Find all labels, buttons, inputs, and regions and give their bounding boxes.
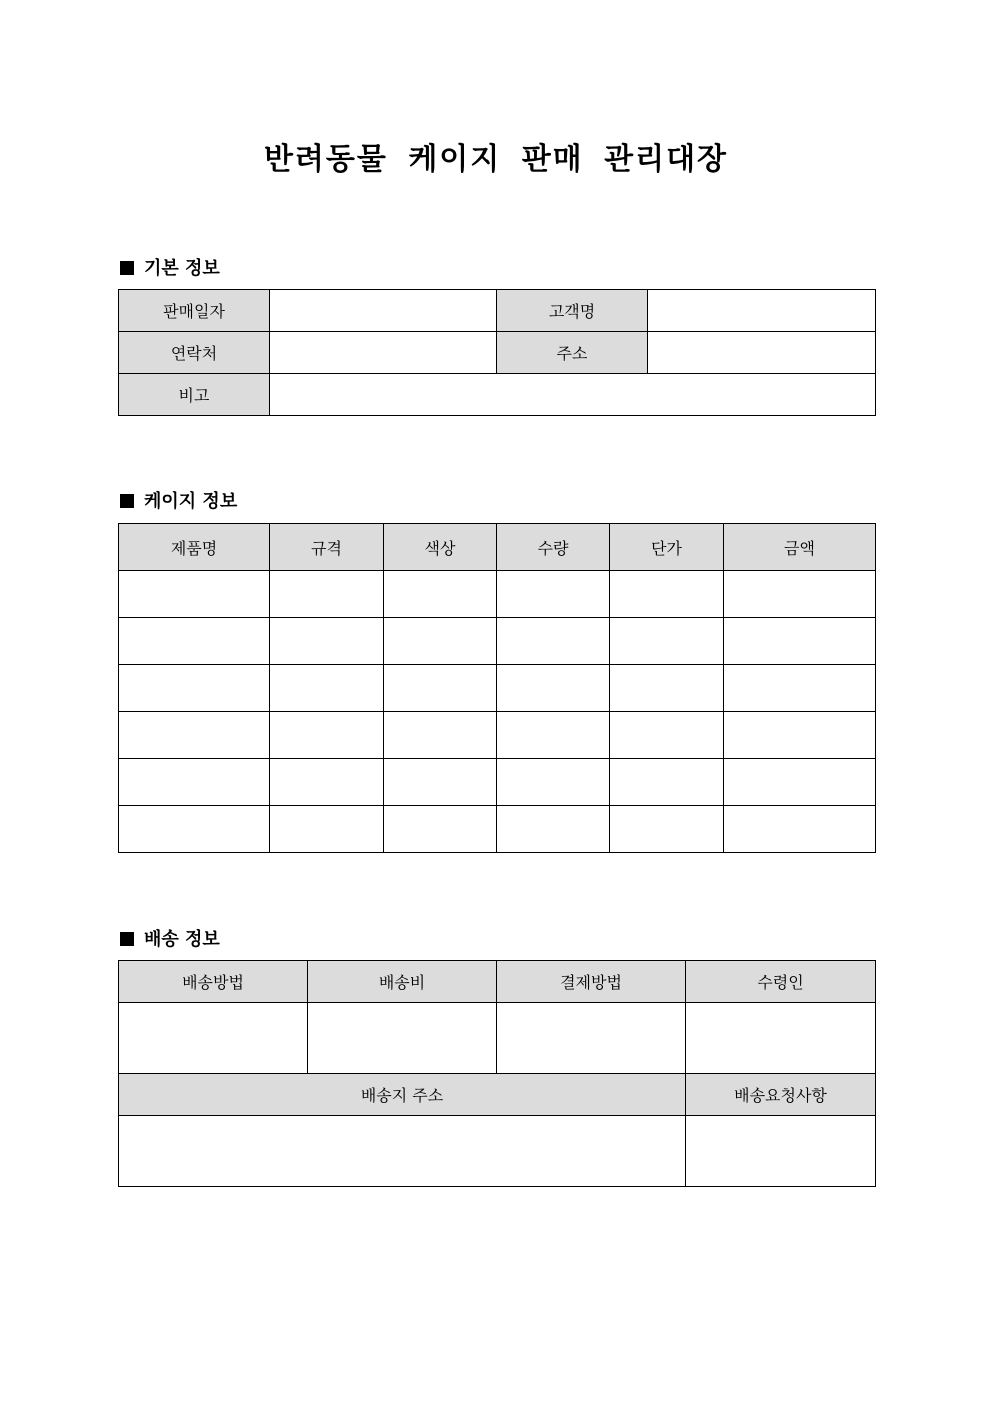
- shipping-address-field[interactable]: [119, 1116, 686, 1187]
- col-header-color: 색상: [384, 524, 497, 571]
- cell-spec[interactable]: [270, 571, 384, 618]
- col-header-unit-price: 단가: [610, 524, 724, 571]
- cell-spec[interactable]: [270, 665, 384, 712]
- col-header-spec: 규격: [270, 524, 384, 571]
- section-label: 기본 정보: [144, 258, 220, 279]
- cell-unit-price[interactable]: [610, 806, 724, 853]
- section-heading-shipping: [120, 925, 220, 951]
- section-heading-basic: [120, 254, 220, 280]
- cell-color[interactable]: [384, 618, 497, 665]
- cell-color[interactable]: [384, 665, 497, 712]
- col-header-shipping-method: 배송방법: [119, 961, 308, 1003]
- col-header-shipping-fee: 배송비: [308, 961, 497, 1003]
- cell-quantity[interactable]: [497, 759, 610, 806]
- cell-quantity[interactable]: [497, 665, 610, 712]
- cell-product[interactable]: [119, 618, 270, 665]
- note-label: 비고: [119, 374, 270, 416]
- col-header-recipient: 수령인: [686, 961, 876, 1003]
- cell-unit-price[interactable]: [610, 759, 724, 806]
- cell-amount[interactable]: [724, 759, 876, 806]
- recipient-field[interactable]: [686, 1003, 876, 1074]
- shipping-request-label: 배송요청사항: [686, 1074, 876, 1116]
- table-row: [119, 665, 876, 712]
- cell-quantity[interactable]: [497, 806, 610, 853]
- cell-unit-price[interactable]: [610, 571, 724, 618]
- table-row: [119, 618, 876, 665]
- basic-info-table: [118, 289, 876, 416]
- cell-spec[interactable]: [270, 712, 384, 759]
- section-heading-cage: [120, 487, 237, 513]
- cell-amount[interactable]: [724, 618, 876, 665]
- cell-spec[interactable]: [270, 618, 384, 665]
- cell-product[interactable]: [119, 665, 270, 712]
- square-bullet-icon: [120, 261, 134, 275]
- cell-product[interactable]: [119, 806, 270, 853]
- cell-quantity[interactable]: [497, 571, 610, 618]
- col-header-quantity: 수량: [497, 524, 610, 571]
- cell-amount[interactable]: [724, 712, 876, 759]
- cell-unit-price[interactable]: [610, 712, 724, 759]
- shipping-address-label: 배송지 주소: [119, 1074, 686, 1116]
- note-field[interactable]: [270, 374, 876, 416]
- contact-field[interactable]: [270, 332, 497, 374]
- cell-product[interactable]: [119, 712, 270, 759]
- cell-quantity[interactable]: [497, 618, 610, 665]
- cell-spec[interactable]: [270, 806, 384, 853]
- cell-color[interactable]: [384, 571, 497, 618]
- address-label: 주소: [497, 332, 648, 374]
- cell-amount[interactable]: [724, 571, 876, 618]
- cell-unit-price[interactable]: [610, 665, 724, 712]
- square-bullet-icon: [120, 494, 134, 508]
- square-bullet-icon: [120, 932, 134, 946]
- cell-amount[interactable]: [724, 665, 876, 712]
- customer-name-field[interactable]: [648, 290, 876, 332]
- table-row: [119, 759, 876, 806]
- cell-spec[interactable]: [270, 759, 384, 806]
- table-row: [119, 806, 876, 853]
- section-label: 케이지 정보: [144, 491, 238, 512]
- shipping-fee-field[interactable]: [308, 1003, 497, 1074]
- cage-info-table: [118, 523, 876, 853]
- col-header-payment-method: 결제방법: [497, 961, 686, 1003]
- address-field[interactable]: [648, 332, 876, 374]
- shipping-info-table: [118, 960, 876, 1187]
- cell-amount[interactable]: [724, 806, 876, 853]
- table-row: [119, 712, 876, 759]
- payment-method-field[interactable]: [497, 1003, 686, 1074]
- table-row: [119, 571, 876, 618]
- col-header-product: 제품명: [119, 524, 270, 571]
- sale-date-label: 판매일자: [119, 290, 270, 332]
- page-title: 반려동물 케이지 판매 관리대장: [263, 142, 729, 177]
- cell-color[interactable]: [384, 806, 497, 853]
- sale-date-field[interactable]: [270, 290, 497, 332]
- cell-color[interactable]: [384, 712, 497, 759]
- cell-unit-price[interactable]: [610, 618, 724, 665]
- shipping-method-field[interactable]: [119, 1003, 308, 1074]
- cell-quantity[interactable]: [497, 712, 610, 759]
- cell-product[interactable]: [119, 759, 270, 806]
- cell-product[interactable]: [119, 571, 270, 618]
- customer-name-label: 고객명: [497, 290, 648, 332]
- col-header-amount: 금액: [724, 524, 876, 571]
- section-label: 배송 정보: [144, 929, 220, 950]
- cell-color[interactable]: [384, 759, 497, 806]
- contact-label: 연락처: [119, 332, 270, 374]
- shipping-request-field[interactable]: [686, 1116, 876, 1187]
